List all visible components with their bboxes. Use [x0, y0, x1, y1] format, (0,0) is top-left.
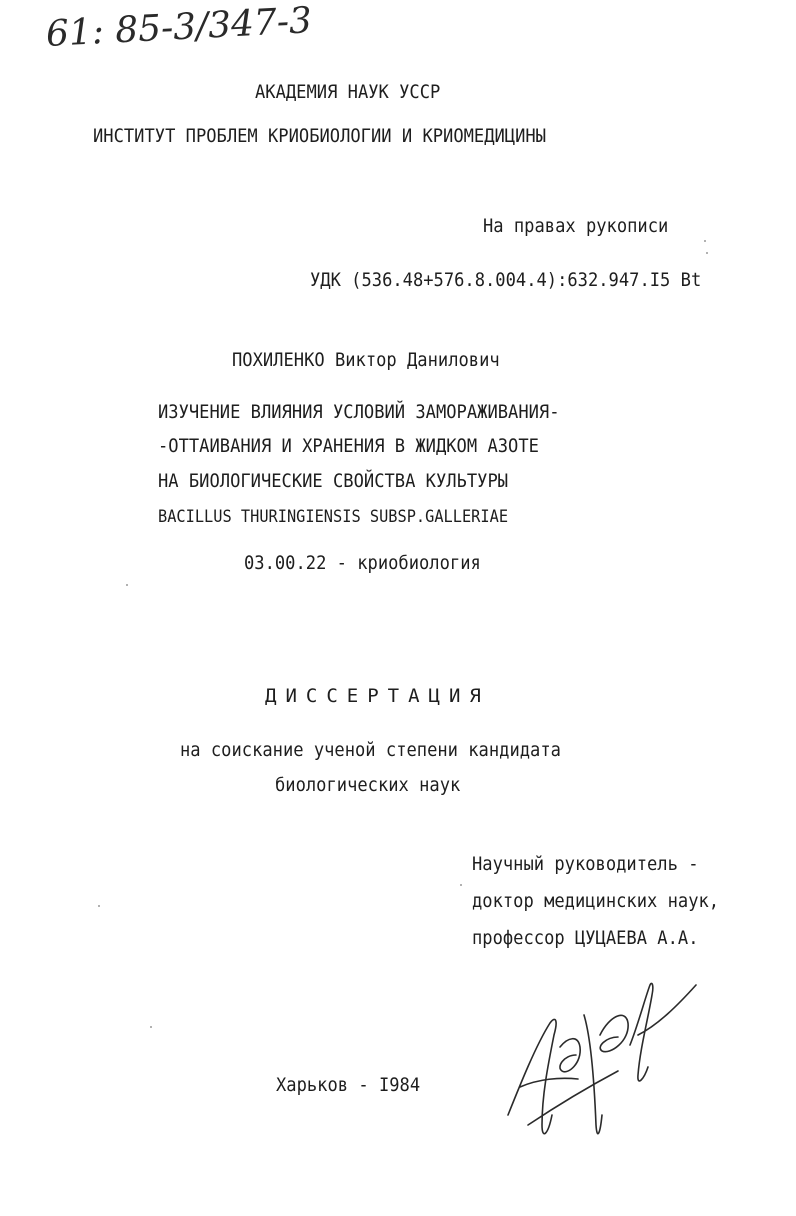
paper-speck: [98, 905, 100, 907]
institute-name: ИНСТИТУТ ПРОБЛЕМ КРИОБИОЛОГИИ И КРИОМЕДИЦИНЫ: [93, 125, 546, 147]
paper-speck: [126, 584, 128, 586]
title-line-1: ИЗУЧЕНИЕ ВЛИЯНИЯ УСЛОВИЙ ЗАМОРАЖИВАНИЯ-: [158, 401, 560, 423]
manuscript-rights-note: На правах рукописи: [483, 215, 669, 237]
title-line-4: BACILLUS THURINGIENSIS SUBSP.GALLERIAE: [158, 507, 509, 527]
specialty-code: 03.00.22 - криобиология: [244, 552, 481, 574]
degree-line-1: на соискание ученой степени кандидата: [180, 739, 561, 761]
academy-name: АКАДЕМИЯ НАУК УССР: [255, 81, 441, 103]
title-line-3: НА БИОЛОГИЧЕСКИЕ СВОЙСТВА КУЛЬТУРЫ: [158, 470, 509, 492]
degree-line-2: биологических наук: [275, 774, 461, 796]
paper-speck: [150, 1026, 152, 1028]
document-type-heading: ДИССЕРТАЦИЯ: [265, 685, 490, 707]
paper-speck: [460, 884, 462, 886]
title-line-2: -ОТТАИВАНИЯ И ХРАНЕНИЯ В ЖИДКОМ АЗОТЕ: [158, 435, 539, 457]
author-name: ПОХИЛЕНКО Виктор Данилович: [232, 349, 500, 371]
udc-code: УДК (536.48+576.8.004.4):632.947.I5 Bt: [310, 269, 702, 291]
supervisor-role: Научный руководитель -: [472, 853, 699, 875]
paper-speck: [704, 240, 706, 242]
city-and-year: Харьков - I984: [276, 1074, 421, 1096]
supervisor-name: профессор ЦУЦАЕВА А.А.: [472, 927, 699, 949]
handwritten-signature: [498, 975, 703, 1150]
handwritten-archive-code: 61: 85-3/347-3: [44, 0, 313, 55]
supervisor-degree: доктор медицинских наук,: [472, 890, 720, 912]
udc-handwritten-suffix: Bt: [680, 269, 702, 291]
paper-speck: [706, 252, 708, 254]
